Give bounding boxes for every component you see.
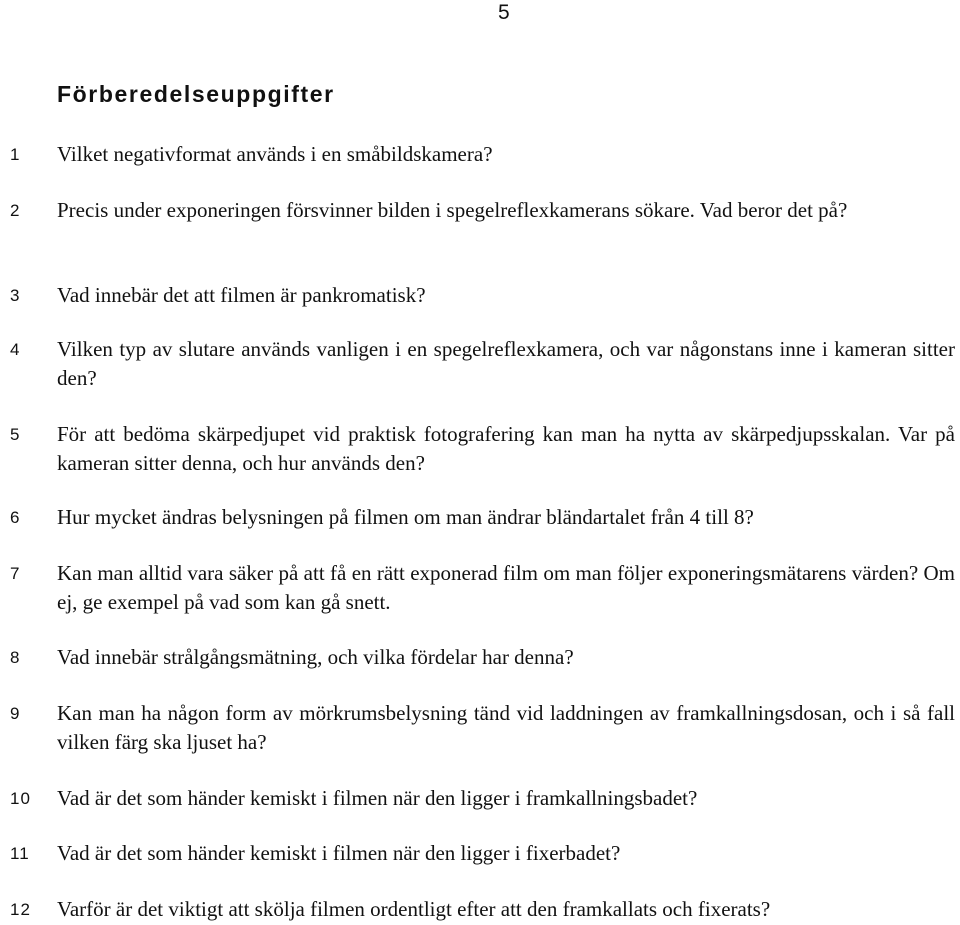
question-number: 10 [10, 789, 31, 808]
question-number: 3 [10, 286, 21, 305]
question-number: 1 [10, 145, 21, 164]
question-text: Vilken typ av slutare används vanligen i en spegelreflexkamera, och var någonstans inne i kameran sitter den? [57, 337, 955, 390]
question-text: För att bedöma skärpedjupet vid praktisk fotografering kan man ha nytta av skärpedjupsskalan. Var på kameran sitter denna, och hur används den? [57, 422, 955, 475]
question-number: 8 [10, 648, 21, 667]
page-number: 5 [498, 1, 510, 24]
question-number: 11 [10, 844, 30, 863]
page-title: Förberedelseuppgifter [57, 81, 335, 107]
question-text: Precis under exponeringen försvinner bilden i spegelreflexkamerans sökare. Vad beror det på? [57, 198, 848, 222]
question-number: 12 [10, 900, 31, 919]
question-number: 2 [10, 201, 21, 220]
question-text: Vad är det som händer kemiskt i filmen när den ligger i fixerbadet? [57, 841, 621, 865]
question-number: 7 [10, 564, 21, 583]
question-text: Vad är det som händer kemiskt i filmen när den ligger i framkallningsbadet? [57, 786, 698, 810]
question-text: Vad innebär det att filmen är pankromatisk? [57, 283, 426, 307]
question-number: 9 [10, 704, 21, 723]
question-text: Varför är det viktigt att skölja filmen ordentligt efter att den framkallats och fixerats? [57, 897, 771, 921]
question-text: Kan man ha någon form av mörkrumsbelysning tänd vid laddningen av framkallningsdosan, och i så fall vilken färg ska ljuset ha? [57, 701, 955, 754]
question-number: 5 [10, 425, 21, 444]
question-text: Vilket negativformat används i en småbildskamera? [57, 142, 493, 166]
question-text: Hur mycket ändras belysningen på filmen om man ändrar bländartalet från 4 till 8? [57, 505, 754, 529]
question-text: Vad innebär strålgångsmätning, och vilka fördelar har denna? [57, 645, 574, 669]
question-text: Kan man alltid vara säker på att få en rätt exponerad film om man följer exponeringsmätarens värden? Om ej, ge exempel på vad som kan gå snett. [57, 561, 955, 614]
question-number: 6 [10, 508, 21, 527]
question-number: 4 [10, 340, 21, 359]
